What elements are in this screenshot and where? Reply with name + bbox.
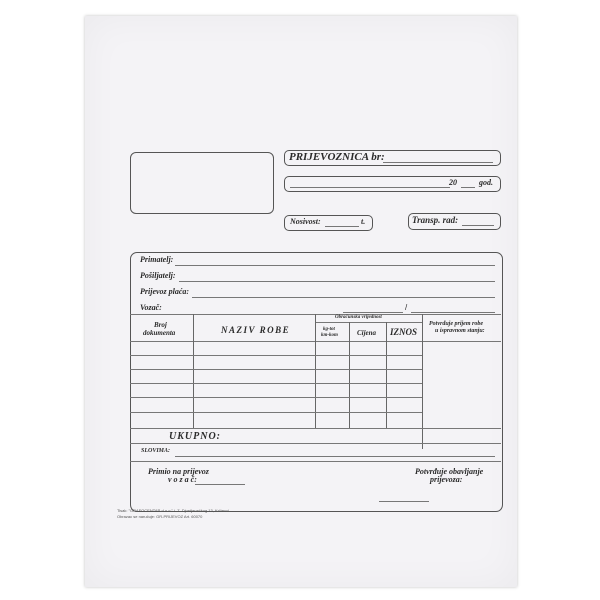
table-row-line (130, 428, 501, 429)
posiljatelj-label: Pošiljatelj: (140, 271, 176, 280)
primio-line-1: Primio na prijevoz (148, 467, 209, 476)
nosivost-line (325, 226, 359, 227)
primio-signature-line (195, 484, 245, 485)
col-divider-1 (193, 314, 194, 428)
potvrduje-signature-line (379, 501, 429, 502)
vozac-slash: / (405, 303, 408, 312)
primio-line-2: v o z a č: (168, 475, 197, 484)
col-iznos: IZNOS (390, 327, 418, 337)
prijevoz-placa-label: Prijevoz plaća: (140, 287, 190, 296)
slovima-label: SLOVIMA: (141, 448, 171, 454)
nosivost-unit: t. (361, 217, 366, 226)
form-sheet (85, 16, 517, 587)
prijevoz-placa-line (192, 297, 495, 298)
col-broj: Broj (154, 321, 167, 329)
nosivost-label: Nosivost: (290, 217, 321, 226)
primatelj-label: Primatelj: (140, 255, 174, 264)
year-suffix: god. (479, 178, 493, 187)
col-potvrda-1: Potvrđuje prijem robe (429, 321, 483, 327)
table-row-line (130, 369, 422, 370)
col-potvrda-2: u ispravnom stanju: (435, 328, 485, 334)
col-obracunska: Obračunska vrijednost (335, 315, 382, 320)
potvrduje-line-1: Potvrđuje obavljanje (415, 467, 484, 476)
col-dokumenta: dokumenta (143, 329, 176, 337)
table-row-line (130, 383, 422, 384)
vozac-label: Vozač: (140, 303, 162, 312)
vozac-line-2 (411, 312, 495, 313)
ukupno-label: UKUPNO: (169, 431, 221, 442)
year-line (461, 187, 475, 188)
vozac-line-1 (343, 312, 403, 313)
transp-line (462, 225, 494, 226)
slovima-bottom-line (130, 461, 501, 462)
col-cijena: Cijena (357, 329, 377, 337)
posiljatelj-line (179, 281, 495, 282)
date-box (284, 176, 501, 192)
slovima-line (175, 456, 495, 457)
ukupno-bottom-line (130, 443, 501, 444)
table-row-line (130, 355, 422, 356)
footer-imprint-1: Tisak: "GRAFOCENTAR d.o.o." i. Z. Djurdjevačkog 13, Križevci (117, 508, 229, 513)
footer-imprint-2: Obrazac se naručuje: GR-PRIJEVOZ Art. 60070 (117, 514, 203, 519)
col-naziv: NAZIV ROBE (221, 325, 291, 335)
potvrduje-line-2: prijevoza: (430, 475, 463, 484)
year-prefix: 20 (449, 178, 457, 187)
col-kgtkm-1: kg-tot (323, 327, 335, 332)
table-row-line (130, 397, 422, 398)
title-number-line (383, 162, 493, 163)
col-divider-2 (315, 314, 316, 428)
primatelj-line (175, 265, 495, 266)
col-kgtkm-2: km-kom (321, 333, 338, 338)
form-title: PRIJEVOZNICA br: (289, 151, 385, 163)
table-row-line (130, 412, 422, 413)
obracunska-sub-line (315, 322, 422, 323)
transp-label: Transp. rad: (412, 215, 459, 225)
stamp-box (130, 152, 274, 214)
date-line (290, 187, 450, 188)
